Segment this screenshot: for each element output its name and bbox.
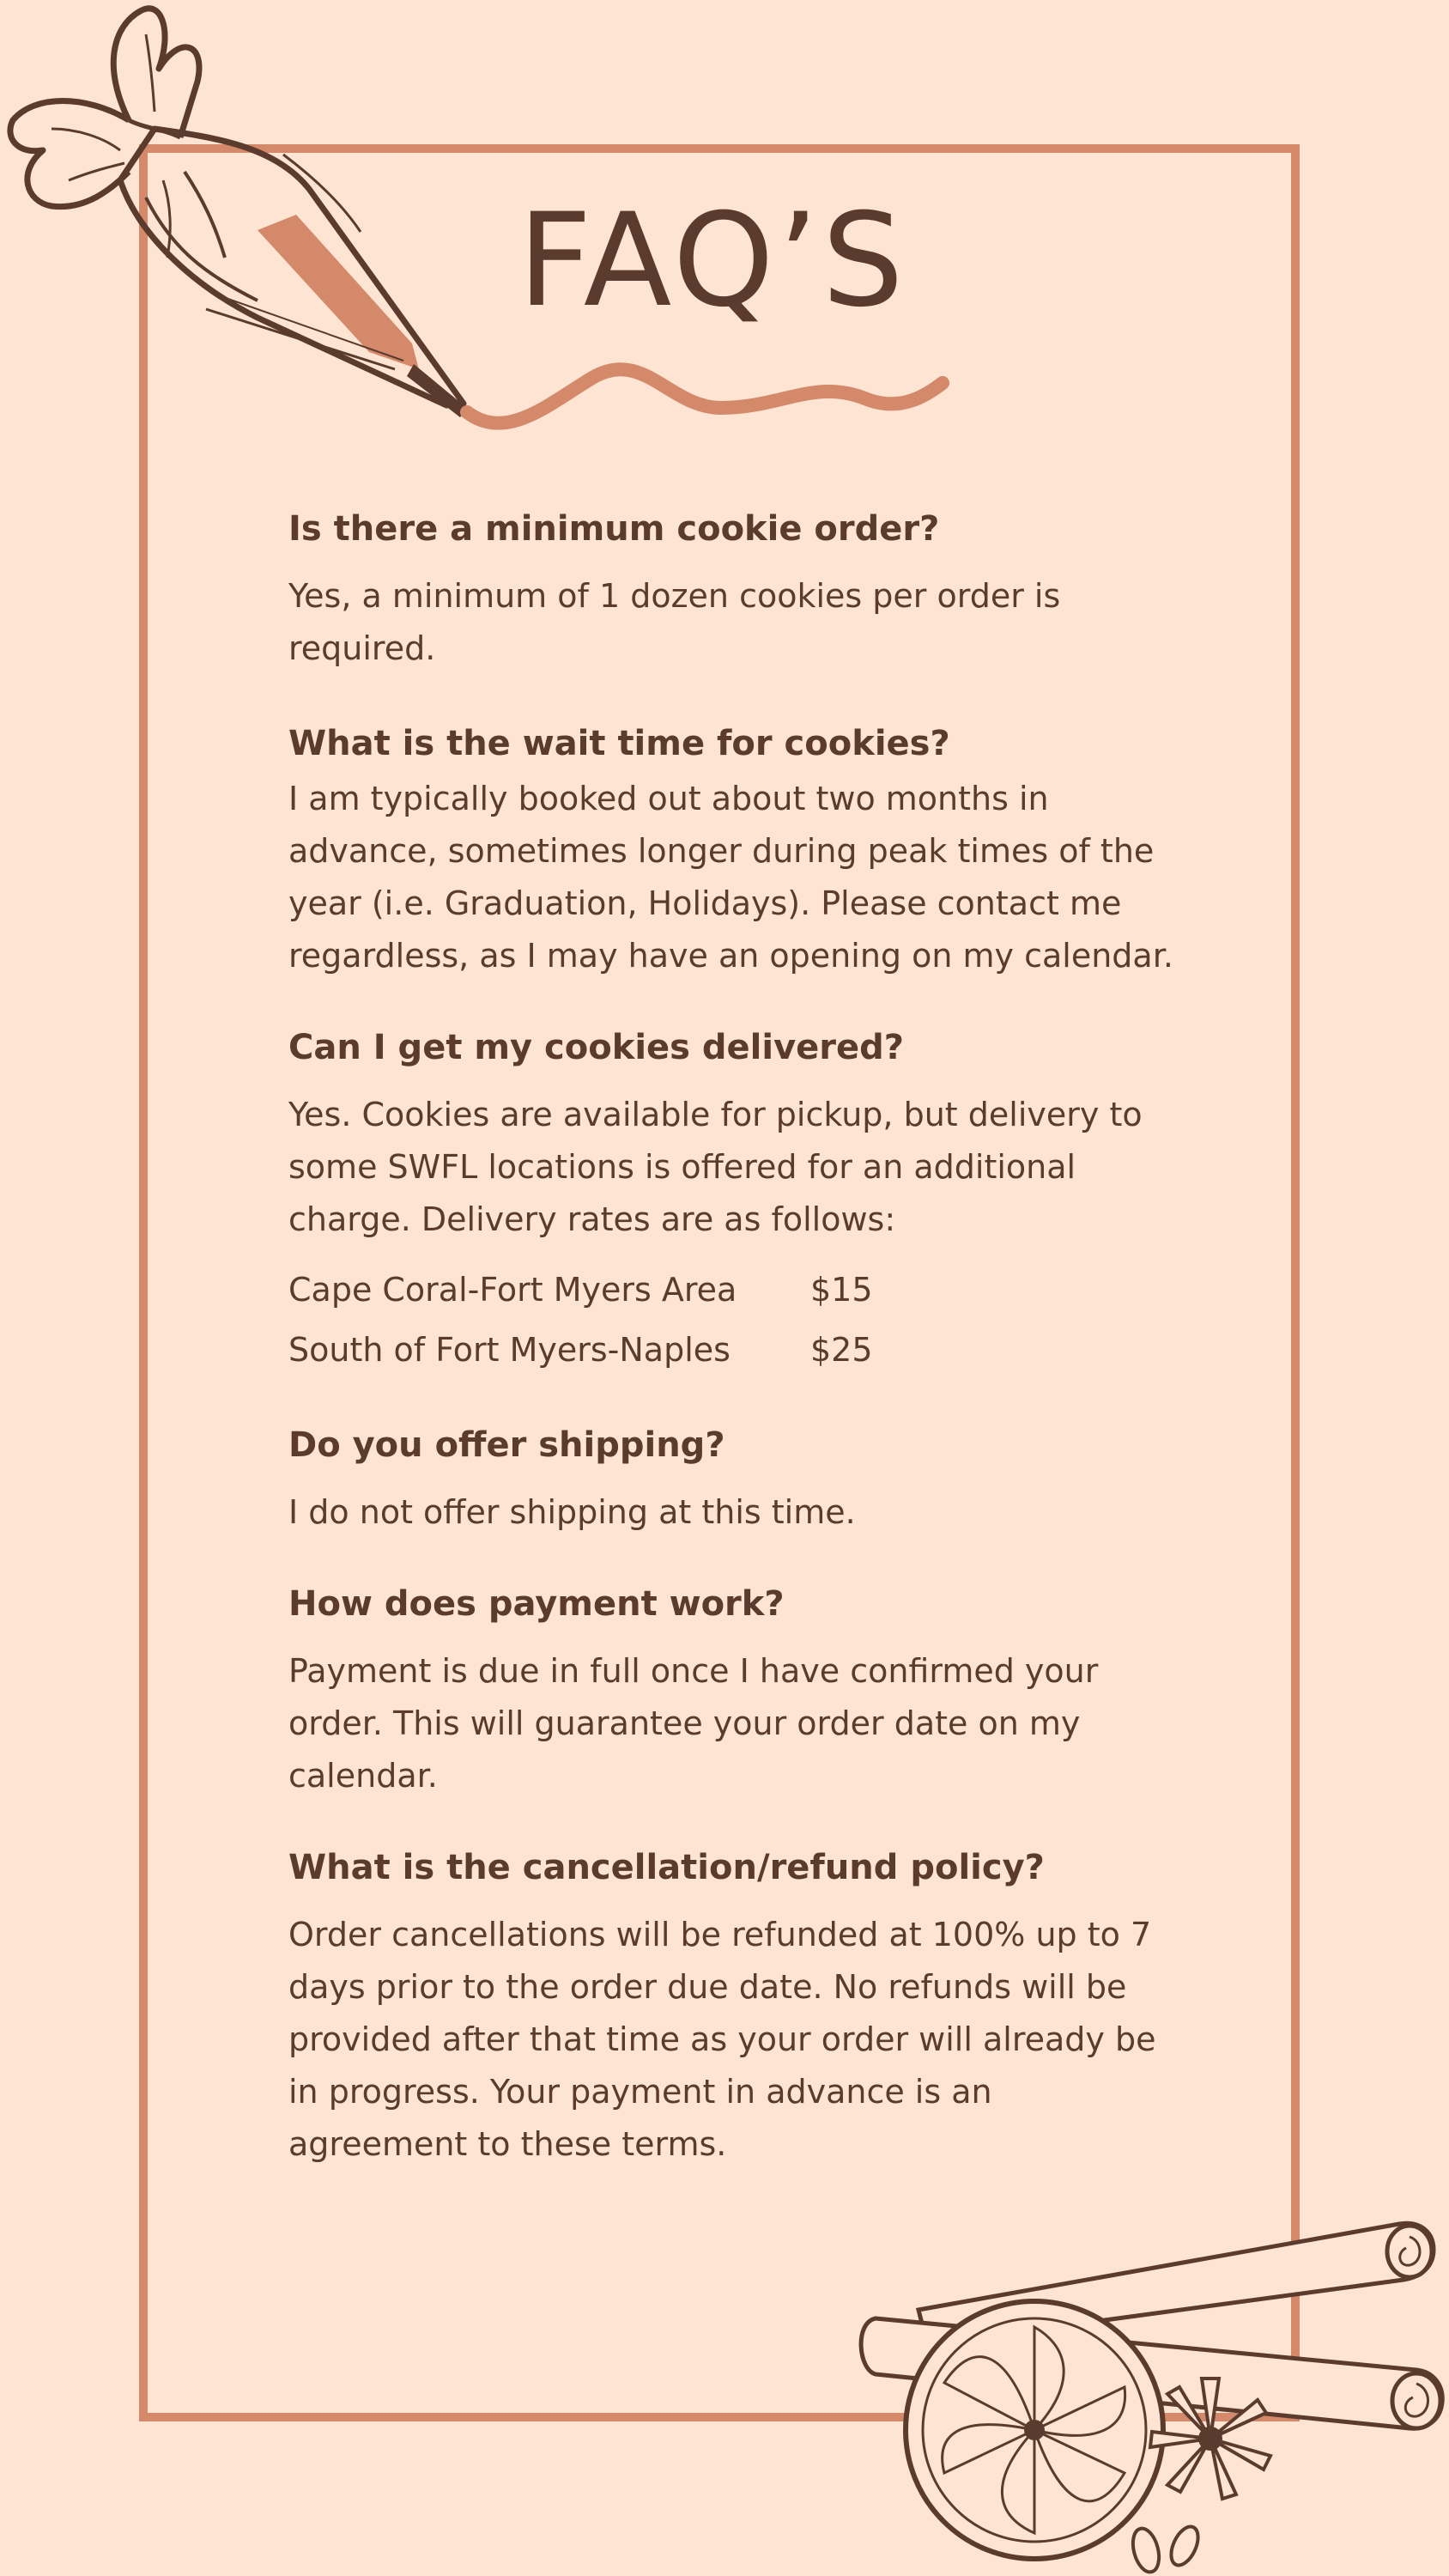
faq-list [288,505,1181,2171]
cinnamon-orange-star-anise-illustration [850,2198,1449,2576]
faq-question: Is there a minimum cookie order? [288,509,940,549]
delivery-area: South of Fort Myers-Naples [288,1331,731,1369]
faq-question: Can I get my cookies delivered? [288,1028,904,1067]
delivery-price: $15 [810,1271,873,1309]
faq-item [288,1580,1181,1802]
icing-squiggle [446,326,961,447]
faq-item [288,720,1181,982]
page-title: FAQ’S [518,186,907,336]
faq-item [288,505,1181,675]
faq-item [288,1844,1181,2171]
faq-question: What is the wait time for cookies? [288,724,950,763]
faq-item [288,1421,1181,1539]
faq-question: Do you offer shipping? [288,1425,725,1465]
faq-answer: I do not offer shipping at this time. [288,1493,856,1531]
delivery-rates-table [288,1260,1181,1380]
faq-question: What is the cancellation/refund policy? [288,1848,1045,1887]
faq-answer: Order cancellations will be refunded at 100% up to 7 days prior to the order due date. No refunds will be provided after that time as your order will already be in progress. Your payment in advance is an agreement to these terms. [288,1916,1156,2163]
delivery-rate-row [288,1320,1181,1380]
faq-answer: I am typically booked out about two months in advance, sometimes longer during peak times of the year (i.e. Graduation, Holidays). Please contact me regardless, as I may have an opening on my calendar. [288,780,1173,975]
faq-answer: Payment is due in full once I have confirmed your order. This will guarantee your order date on my calendar. [288,1652,1099,1795]
delivery-rate-row [288,1260,1181,1320]
delivery-price: $25 [810,1331,873,1369]
faq-item [288,1024,1181,1380]
faq-answer: Yes, a minimum of 1 dozen cookies per order is required. [288,577,1061,667]
faq-answer: Yes. Cookies are available for pickup, but delivery to some SWFL locations is offered for an additional charge. Delivery rates are as follows: [288,1096,1143,1238]
delivery-area: Cape Coral-Fort Myers Area [288,1271,737,1309]
faq-question: How does payment work? [288,1584,785,1624]
